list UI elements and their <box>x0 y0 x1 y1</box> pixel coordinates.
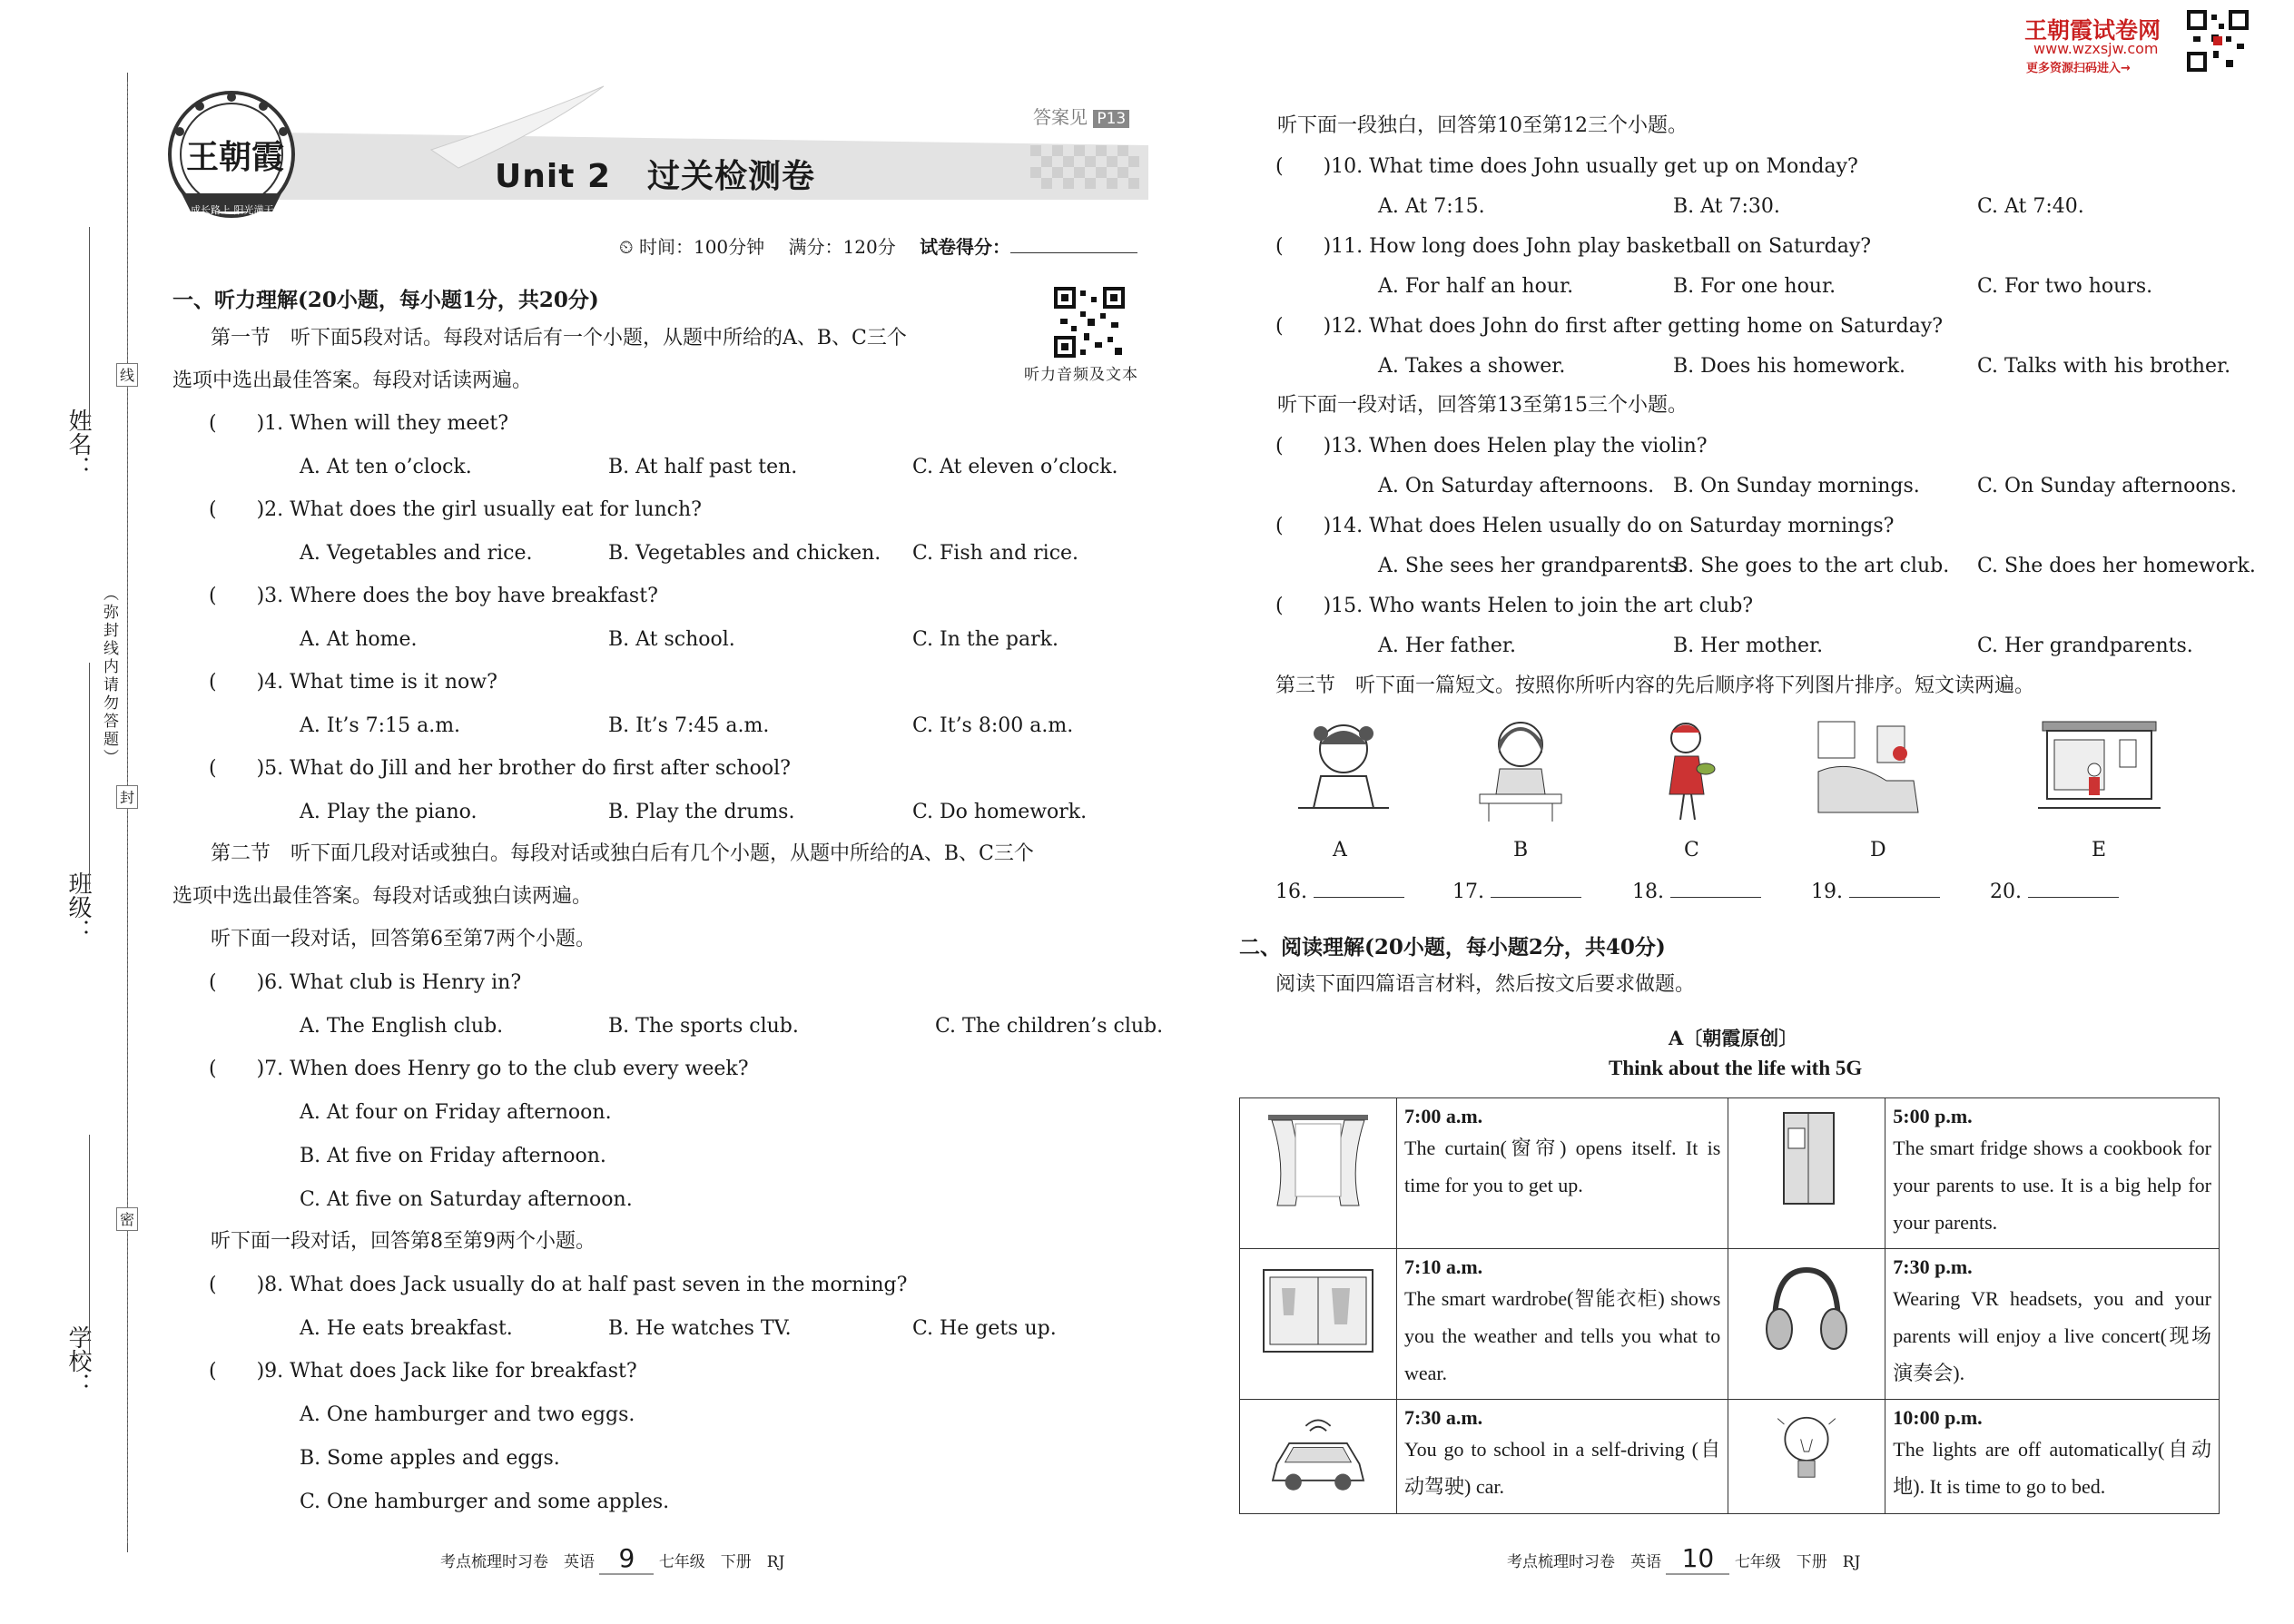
table-cell-text: 7:30 p.m. Wearing VR headsets, you and your parents will enjoy a live concert(现场演奏会). <box>1885 1249 2220 1400</box>
q9-option-a: A. One hamburger and two eggs. <box>300 1403 635 1426</box>
q11-option-b: B. For one hour. <box>1673 275 1836 298</box>
section1-intro: 第一节 听下面5段对话。每段对话后有一个小题，从题中所给的A、B、C三个 <box>211 327 907 349</box>
qr-caption: 听力音频及文本 <box>1024 366 1138 384</box>
q1-option-a: A. At ten o’clock. <box>300 456 472 478</box>
q5-option-c: C. Do homework. <box>912 801 1088 823</box>
q15-option-b: B. Her mother. <box>1673 635 1824 657</box>
section2-intro-2: 选项中选出最佳答案。每段对话或独白读两遍。 <box>172 885 593 908</box>
section2-intro: 第二节 听下面几段对话或独白。每段对话或独白后有几个小题，从题中所给的A、B、C三个 <box>211 842 1034 865</box>
q1-option-b: B. At half past ten. <box>608 456 798 478</box>
part1-title: 一、听力理解(20小题，每小题1分，共20分) <box>172 288 599 312</box>
table-cell-image <box>1240 1249 1397 1400</box>
name-line <box>89 227 90 427</box>
question-12: ( )12. What does John do first after getting home on Saturday? <box>1275 315 1944 338</box>
q5-option-a: A. Play the piano. <box>300 801 478 823</box>
q13-option-a: A. On Saturday afternoons. <box>1378 475 1655 497</box>
q15-option-a: A. Her father. <box>1378 635 1516 657</box>
part2-intro: 阅读下面四篇语言材料，然后按文后要求做题。 <box>1275 973 1696 996</box>
q13-option-c: C. On Sunday afternoons. <box>1977 475 2238 497</box>
table-cell-image <box>1728 1400 1885 1514</box>
seal-line <box>127 82 128 1543</box>
answer-blank-20[interactable]: 20. <box>1990 882 2119 902</box>
q7-option-c: C. At five on Saturday afternoon. <box>300 1188 633 1211</box>
name-label: 姓名： <box>64 408 92 479</box>
q2-option-c: C. Fish and rice. <box>912 542 1079 565</box>
question-10: ( )10. What time does John usually get up on Monday? <box>1275 155 1858 178</box>
seal-mark-1: 线 <box>116 363 138 387</box>
table-cell-image <box>1240 1400 1397 1514</box>
answer-blank-17[interactable]: 17. <box>1452 882 1581 902</box>
picture-e-bus-stop <box>2038 717 2161 822</box>
picture-a-girl-eating <box>1294 717 1393 826</box>
picture-label-c: C <box>1684 839 1699 861</box>
question-1: ( )1. When will they meet? <box>209 412 509 435</box>
question-3: ( )3. Where does the boy have breakfast? <box>209 585 658 607</box>
class-line <box>89 663 90 890</box>
question-15: ( )15. Who wants Helen to join the art club? <box>1275 595 1754 617</box>
class-label: 班级： <box>64 871 92 942</box>
answer-blank-16[interactable]: 16. <box>1275 882 1404 902</box>
q12-option-c: C. Talks with his brother. <box>1977 355 2231 378</box>
instruction-6-7: 听下面一段对话，回答第6至第7两个小题。 <box>211 928 596 950</box>
picture-d-bedroom <box>1814 717 1927 822</box>
q3-option-a: A. At home. <box>300 628 418 651</box>
q2-option-b: B. Vegetables and chicken. <box>608 542 881 565</box>
question-9: ( )9. What does Jack like for breakfast? <box>209 1360 637 1383</box>
q13-option-b: B. On Sunday mornings. <box>1673 475 1920 497</box>
table-cell-image <box>1728 1098 1885 1249</box>
table-cell-text: 7:00 a.m. The curtain(窗帘) opens itself. It is time for you to get up. <box>1397 1098 1728 1249</box>
q3-option-b: B. At school. <box>608 628 735 651</box>
answer-blank-18[interactable]: 18. <box>1632 882 1761 902</box>
q8-option-a: A. He eats breakfast. <box>300 1317 513 1340</box>
q6-option-c: C. The children’s club. <box>935 1015 1164 1038</box>
q11-option-a: A. For half an hour. <box>1378 275 1574 298</box>
clock-icon: ⏲ <box>619 236 634 258</box>
school-label: 学校： <box>64 1325 92 1396</box>
logo-name: 王朝霞 <box>186 138 285 176</box>
question-5: ( )5. What do Jill and her brother do first after school? <box>209 757 791 780</box>
q8-option-c: C. He gets up. <box>912 1317 1057 1340</box>
picture-label-a: A <box>1333 839 1347 861</box>
picture-c-girl-violin <box>1648 713 1729 826</box>
school-line <box>89 1135 90 1353</box>
answer-blank-19[interactable]: 19. <box>1811 882 1940 902</box>
q9-option-b: B. Some apples and eggs. <box>300 1447 560 1470</box>
page-title: Unit 2 过关检测卷 <box>495 158 816 195</box>
schedule-table <box>1239 1097 2220 1514</box>
question-7: ( )7. When does Henry go to the club every week? <box>209 1058 749 1080</box>
q12-option-a: A. Takes a shower. <box>1378 355 1566 378</box>
section1-intro-2: 选项中选出最佳答案。每段对话读两遍。 <box>172 369 533 392</box>
q3-option-c: C. In the park. <box>912 628 1058 651</box>
q14-option-c: C. She does her homework. <box>1977 555 2256 577</box>
watermark-note: 更多资源扫码进入→ <box>2026 62 2131 75</box>
q15-option-c: C. Her grandparents. <box>1977 635 2193 657</box>
q1-option-c: C. At eleven o’clock. <box>912 456 1118 478</box>
table-cell-text: 7:30 a.m. You go to school in a self-driving (自动驾驶) car. <box>1397 1400 1728 1514</box>
logo-slogan: 成长路上 阳光满天 <box>191 204 274 216</box>
lightbulb-icon <box>1748 1406 1866 1497</box>
question-13: ( )13. When does Helen play the violin? <box>1275 435 1708 458</box>
footer-left: 考点梳理时习卷 英语 9 七年级 下册 RJ <box>440 1543 785 1573</box>
part2-title: 二、阅读理解(20小题，每小题2分，共40分) <box>1239 935 1666 960</box>
question-6: ( )6. What club is Henry in? <box>209 971 522 994</box>
q4-option-b: B. It’s 7:45 a.m. <box>608 714 770 737</box>
watermark-qr <box>2186 9 2250 73</box>
question-2: ( )2. What does the girl usually eat for lunch? <box>209 498 702 521</box>
table-cell-image <box>1728 1249 1885 1400</box>
q12-option-b: B. Does his homework. <box>1673 355 1906 378</box>
q5-option-b: B. Play the drums. <box>608 801 795 823</box>
watermark-url: www.wzxsjw.com <box>2033 40 2159 57</box>
fridge-icon <box>1748 1110 1866 1210</box>
q14-option-b: B. She goes to the art club. <box>1673 555 1950 577</box>
watermark-site: 王朝霞试卷网 <box>2024 17 2161 44</box>
instruction-13-15: 听下面一段对话，回答第13至第15三个小题。 <box>1277 394 1688 417</box>
question-14: ( )14. What does Helen usually do on Saturday mornings? <box>1275 515 1895 537</box>
table-cell-text: 7:10 a.m. The smart wardrobe(智能衣柜) shows you the weather and tells you what to wear. <box>1397 1249 1728 1400</box>
table-row <box>1240 1249 2220 1400</box>
table-cell-text: 10:00 p.m. The lights are off automatically(自动地). It is time to go to bed. <box>1885 1400 2220 1514</box>
question-8: ( )8. What does Jack usually do at half past seven in the morning? <box>209 1274 908 1296</box>
q10-option-c: C. At 7:40. <box>1977 195 2084 218</box>
q7-option-a: A. At four on Friday afternoon. <box>300 1101 612 1124</box>
wardrobe-icon <box>1259 1261 1377 1361</box>
table-row <box>1240 1400 2220 1514</box>
seal-mark-3: 密 <box>116 1207 138 1231</box>
question-4: ( )4. What time is it now? <box>209 671 497 694</box>
q4-option-a: A. It’s 7:15 a.m. <box>300 714 461 737</box>
table-cell-text: 5:00 p.m. The smart fridge shows a cookbook for your parents to use. It is a big help for your parents. <box>1885 1098 2220 1249</box>
q10-option-b: B. At 7:30. <box>1673 195 1780 218</box>
page-number: 9 <box>599 1543 654 1575</box>
instruction-8-9: 听下面一段对话，回答第8至第9两个小题。 <box>211 1230 596 1253</box>
table-cell-image <box>1240 1098 1397 1249</box>
page-number: 10 <box>1666 1543 1729 1575</box>
headphones-icon <box>1748 1261 1866 1361</box>
exam-meta: ⏲ 时间：100分钟 满分：120分 试卷得分： <box>619 232 1137 259</box>
passage-heading: Think about the life with 5G <box>1609 1057 1863 1079</box>
instruction-10-12: 听下面一段独白，回答第10至第12三个小题。 <box>1277 114 1688 137</box>
warning-text: （弥封线内请勿答题） <box>100 586 118 767</box>
seal-mark-2: 封 <box>116 785 138 809</box>
answer-ref: 答案见 P13 <box>1033 103 1129 129</box>
car-icon <box>1259 1406 1377 1497</box>
q6-option-b: B. The sports club. <box>608 1015 799 1038</box>
q2-option-a: A. Vegetables and rice. <box>300 542 533 565</box>
table-row <box>1240 1098 2220 1249</box>
curtain-icon <box>1259 1110 1377 1210</box>
footer-right: 考点梳理时习卷 英语 10 七年级 下册 RJ <box>1507 1543 1861 1573</box>
q6-option-a: A. The English club. <box>300 1015 504 1038</box>
question-11: ( )11. How long does John play basketball on Saturday? <box>1275 235 1872 258</box>
picture-label-b: B <box>1513 839 1529 861</box>
picture-b-girl-drawing <box>1471 713 1570 826</box>
section3-intro: 第三节 听下面一篇短文。按照你所听内容的先后顺序将下列图片排序。短文读两遍。 <box>1275 674 2035 697</box>
q7-option-b: B. At five on Friday afternoon. <box>300 1145 606 1167</box>
q9-option-c: C. One hamburger and some apples. <box>300 1491 670 1513</box>
q11-option-c: C. For two hours. <box>1977 275 2153 298</box>
picture-label-e: E <box>2092 839 2107 861</box>
passage-label: A〔朝霞原创〕 <box>1669 1027 1798 1049</box>
q10-option-a: A. At 7:15. <box>1378 195 1485 218</box>
picture-label-d: D <box>1870 839 1886 861</box>
q8-option-b: B. He watches TV. <box>608 1317 792 1340</box>
qr-code <box>1053 286 1126 359</box>
q14-option-a: A. She sees her grandparents. <box>1378 555 1685 577</box>
q4-option-c: C. It’s 8:00 a.m. <box>912 714 1074 737</box>
